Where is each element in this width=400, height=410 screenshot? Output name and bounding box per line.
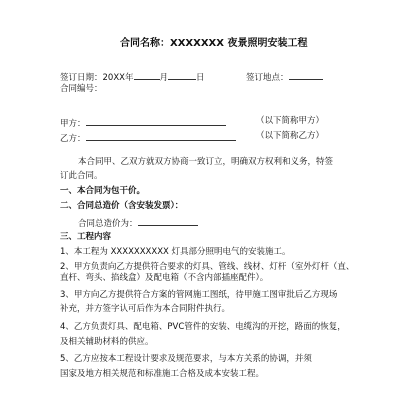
sign-date-month-blank: [134, 70, 160, 80]
item-4-cont: 及相关辅助材料的供应。: [60, 337, 154, 347]
item-5-cont: 国家及地方相关规范和标准施工合格及成本安装工程。: [60, 369, 265, 379]
sign-place-blank: [289, 70, 323, 80]
party-b-note: （以下简称乙方）: [256, 131, 325, 141]
item-5: 5、乙方应按本工程设计要求及规范要求，与本方关系的协调，并须: [60, 354, 312, 364]
party-b: [60, 131, 236, 145]
intro-line-2: 订此合同。: [60, 171, 103, 181]
party-b-label: 乙方：: [60, 134, 86, 144]
party-b-blank: [86, 131, 236, 141]
contract-no: [60, 84, 103, 95]
item-4: 4、乙方负责灯具、配电箱、PVC管件的安装、电缆沟的开挖，路面的恢复，: [60, 322, 346, 332]
sign-place: [246, 70, 323, 84]
item-1: 1、本工程为 XXXXXXXXXX 灯具部分照明电气的安装施工。: [60, 247, 291, 257]
sign-place-label: 签订地点：: [246, 73, 289, 83]
section-3: 三、工程内容: [60, 232, 112, 242]
intro-line-1: 本合同甲、乙双方就双方协商一致订立，明确双方权利和义务，特签: [78, 157, 334, 167]
party-a-blank: [86, 116, 226, 126]
contract-title: 合同名称：XXXXXXX 夜景照明安装工程: [120, 38, 308, 49]
sign-date: [60, 70, 205, 84]
item-3: 3、甲方向乙方提供符合方案的管网施工图纸，待甲施工图审批后乙方现场: [60, 290, 338, 300]
party-a-label: 甲方：: [60, 119, 86, 129]
section-1: 一、本合同为包干价。: [60, 186, 146, 196]
sign-date-month-suffix: 月: [159, 73, 169, 83]
sign-date-year: 20XX: [102, 73, 125, 83]
sign-date-label: 签订日期：: [60, 73, 103, 83]
party-a: [60, 116, 226, 130]
sign-date-year-suffix: 年: [124, 73, 134, 83]
total-price: [78, 216, 198, 230]
item-3-cont: 补充，并方签字认可后作为本合同附件执行。: [60, 304, 231, 314]
sign-date-day-blank: [168, 70, 196, 80]
total-price-label: 合同总造价为：: [78, 219, 138, 229]
item-2: 2、甲方负责向乙方提供符合要求的灯具、管线、线材、灯杆（室外灯杆（直、直杆、弯头、掐线盒）及配电箱（不含内部插座配件）。: [60, 262, 355, 283]
party-a-note: （以下简称甲方）: [256, 116, 325, 126]
sign-date-day-suffix: 日: [196, 73, 205, 83]
section-2: 二、合同总造价（含安装发票）：: [60, 201, 184, 211]
total-price-blank: [138, 216, 198, 226]
contract-no-label: 合同编号：: [60, 84, 103, 94]
